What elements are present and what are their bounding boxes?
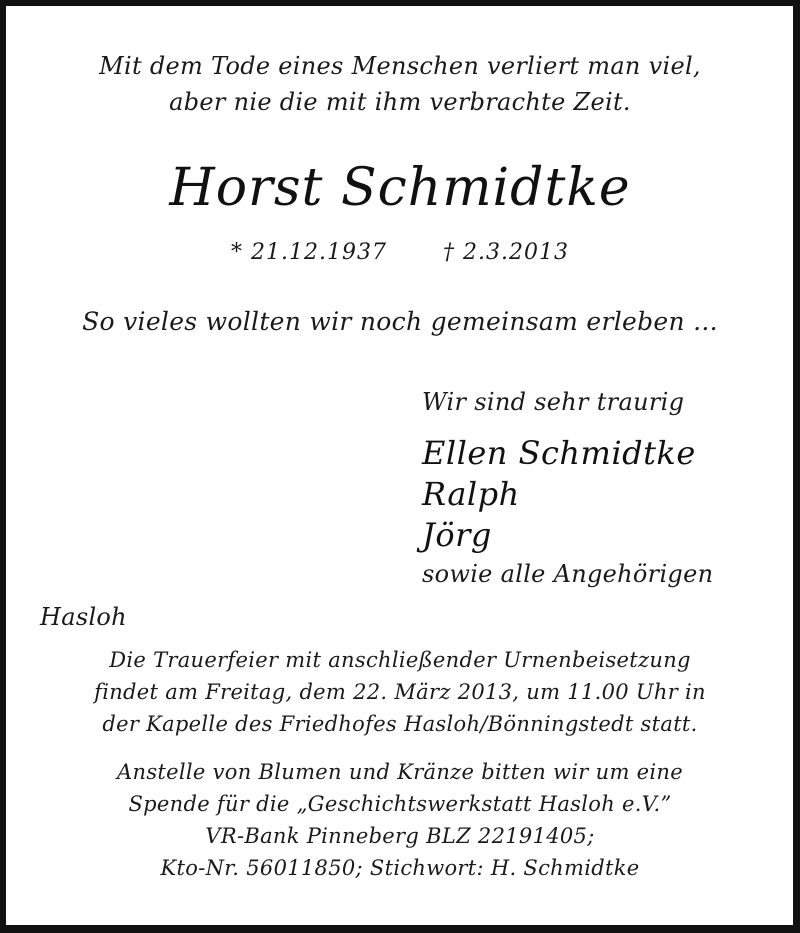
donation-line-2: Spende für die „Geschichtswerkstatt Hasloh e.V.” — [128, 792, 672, 816]
ceremony-line-1: Die Trauerfeier mit anschließender Urnenbeisetzung — [109, 648, 691, 672]
ceremony-line-2: findet am Freitag, dem 22. März 2013, um 11.00 Uhr in — [94, 680, 706, 704]
place-name: Hasloh — [40, 603, 127, 631]
quote-line-1: Mit dem Tode eines Menschen verliert man viel, — [99, 52, 701, 80]
donation-line-3: VR-Bank Pinneberg BLZ 22191405; — [205, 824, 595, 848]
family-name-3: Jörg — [422, 516, 492, 554]
donation-line-1: Anstelle von Blumen und Kränze bitten wir um eine — [117, 760, 683, 784]
quote-line-2: aber nie die mit ihm verbrachte Zeit. — [169, 88, 631, 116]
family-name-1: Ellen Schmidtke — [422, 434, 696, 472]
deceased-name: Horst Schmidtke — [169, 158, 631, 218]
family-name-2: Ralph — [422, 475, 520, 513]
family-outro: sowie alle Angehörigen — [422, 560, 714, 588]
birth-date: * 21.12.1937 — [231, 240, 387, 265]
family-intro: Wir sind sehr traurig — [422, 388, 685, 416]
subtitle: So vieles wollten wir noch gemeinsam erleben ... — [82, 307, 718, 336]
donation-line-4: Kto-Nr. 56011850; Stichwort: H. Schmidtke — [160, 856, 640, 880]
ceremony-line-3: der Kapelle des Friedhofes Hasloh/Bönningstedt statt. — [102, 712, 698, 736]
life-dates — [0, 240, 800, 265]
death-date: † 2.3.2013 — [443, 240, 569, 265]
